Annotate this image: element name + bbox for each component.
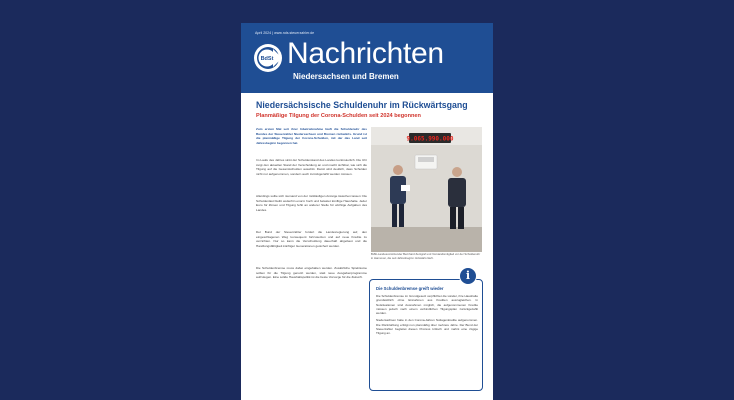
schuldenuhr-digits: 9.065.990.000 (406, 135, 454, 143)
article-headline: Niedersächsische Schuldenuhr im Rückwärtsgang (256, 100, 468, 110)
info-box (369, 279, 483, 391)
article-subheadline: Planmäßige Tilgung der Corona-Schulden seit 2024 begonnen (256, 113, 421, 119)
issue-line: April 2024 | www.nds.steuerzahler.de (255, 31, 315, 35)
bdst-logo-icon (253, 43, 283, 73)
info-box-paragraph: Niedersachsen hatte in den Corona-Jahren Notlagenkredite aufgenommen. Die Rückzahlung erfolgt nun planmäßig über mehrere Jahre. Der Bund der Steuerzahler begleitet diesen Prozess kritisch und mahnt eine zügige Tilgung an. (376, 318, 478, 336)
info-box-body (376, 294, 478, 388)
article-paragraph: Allerdings sollte sich niemand von der rückläufigen Anzeige täuschen lassen: Die Schuldenlast bleibt weiterhin enorm hoch und belastet künftige Haushalte. Jeder Euro für Zinsen und Tilgung fehlt an anderer Stelle für wichtige Aufgaben des Landes. (256, 194, 367, 212)
article-paragraph: Die Schuldenbremse muss dabei eingehalten werden. Zusätzliche Spielräume sollten für die Tilgung genutzt werden, statt neue Ausgabenprogramme aufzulegen. Eine solide Haushaltspolitik ist die beste Vorsorge für die Zukunft. (256, 266, 367, 279)
masthead-subtitle: Niedersachsen und Bremen (293, 72, 399, 81)
article-paragraph: Der Bund der Steuerzahler fordert die Landesregierung auf, den eingeschlagenen Weg konsequent fortzusetzen und auf neue Kredite zu verzichten. Nur so kann die Verschuldung dauerhaft abgebaut und die Handlungsfähigkeit künftiger Generationen gesichert werden. (256, 230, 367, 248)
photo-caption: BdSt-Landesvorsitzender Bernhard Zentgraf und Vorstandsmitglied vor der Schuldenuhr in Hannover, die seit Jahresbeginn rückwärts läuft. (371, 253, 481, 260)
article-body (256, 127, 367, 392)
info-box-paragraph: Die Schuldenbremse im Grundgesetz verpflichtet die Länder, ihre Haushalte grundsätzlich ohne Einnahmen aus Krediten auszugleichen. In Notsituationen sind Ausnahmen möglich, die aufgenommenen Kredite müssen jedoch nach einem verbindlichen Tilgungsplan zurückgezahlt werden. (376, 294, 478, 316)
info-icon: i (459, 267, 477, 285)
article-photo (371, 127, 482, 252)
newsletter-page (241, 23, 493, 400)
article-paragraph: Im Laufe des Jahres sinkt der Schuldenstand des Landes kontinuierlich. Die Uhr zeigt den aktuellen Stand der Verschuldung an und macht sichtbar, wie sich die Tilgung auf die Gesamtschulden auswirkt. Damit wird deutlich, dass Schulden nicht nur aufgenommen, sondern auch zurückgezahlt werden müssen. (256, 158, 367, 176)
masthead-title: Nachrichten (287, 37, 444, 70)
article-paragraph: Zum ersten Mal seit ihrer Inbetriebnahme läuft die Schuldenuhr des Bundes der Steuerzahler Niedersachsen und Bremen rückwärts. Grund ist die planmäßige Tilgung der Corona-Schulden, mit der das Land seit Jahresbeginn begonnen hat. (256, 127, 367, 145)
logo-text: BdSt (260, 56, 274, 62)
masthead (241, 23, 493, 93)
info-box-title: Die Schuldenbremse greift wieder (376, 286, 444, 291)
